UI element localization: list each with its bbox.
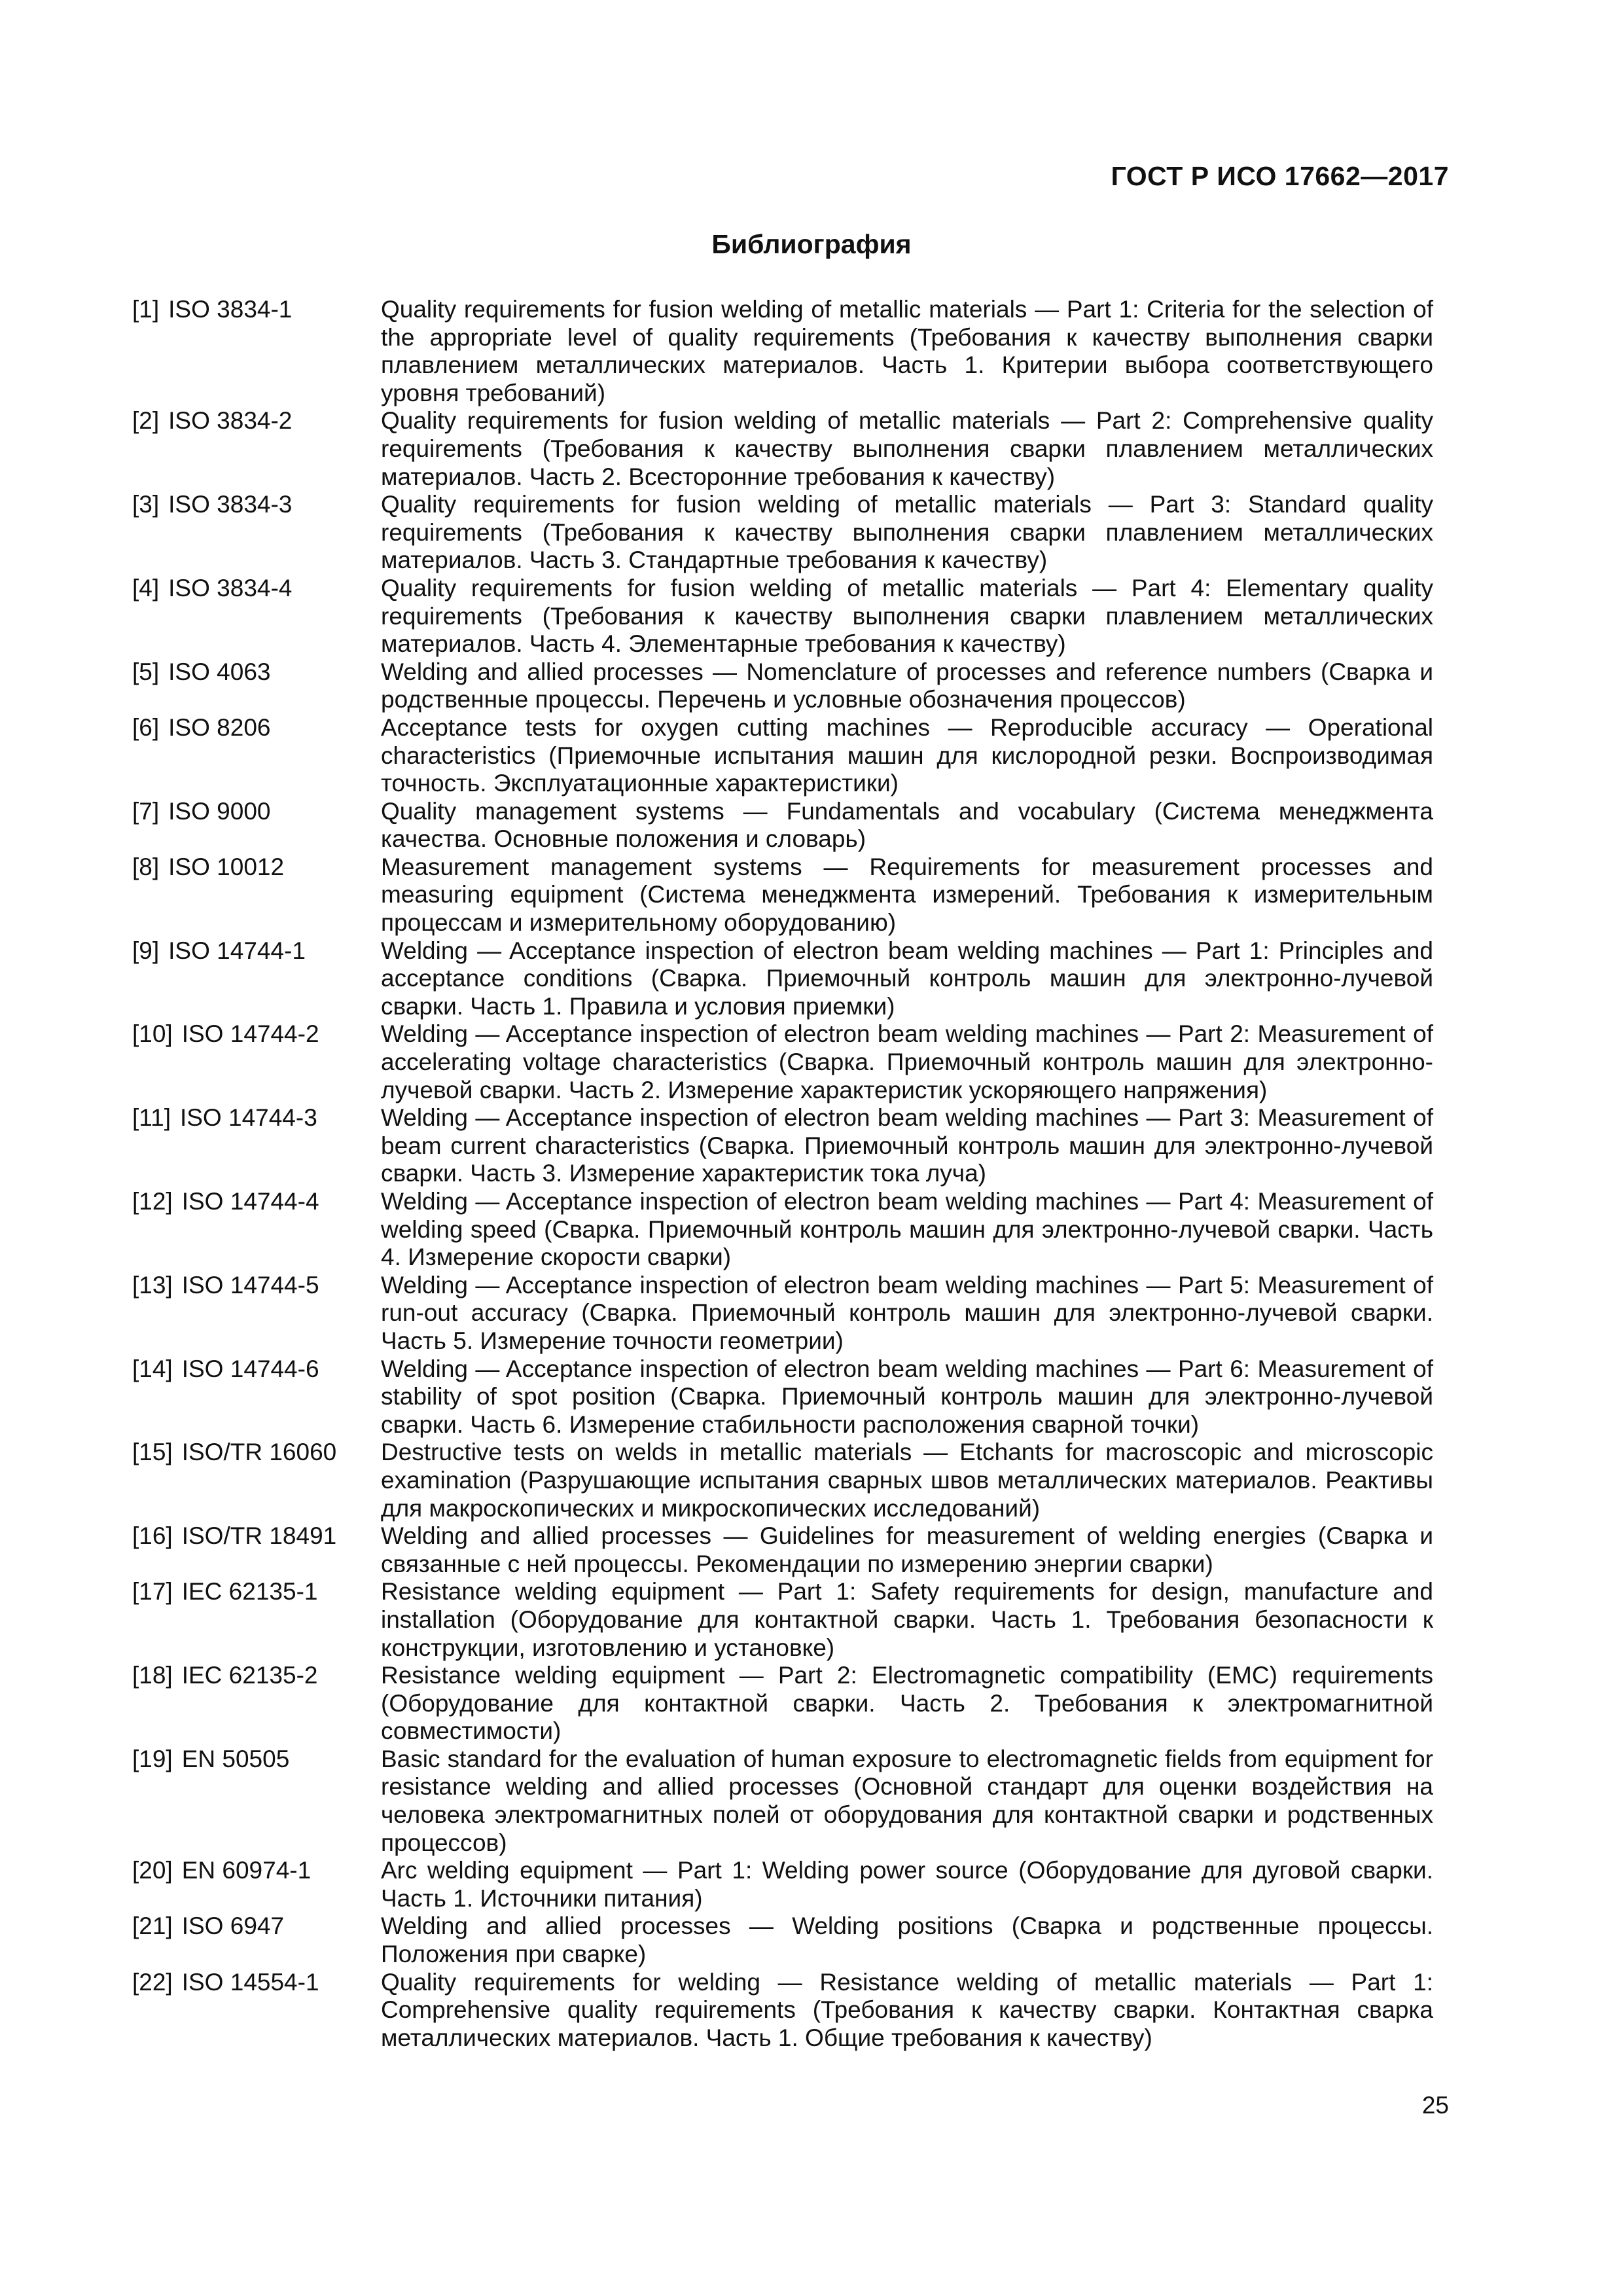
entry-title: Quality requirements for fusion welding of metallic materials — Part 1: Criteria for the selection of the appropriate level of quality requirements (Требования к качеству выполнения сварки плавлением металлических материалов. Часть 1. Критерии выбора соответствующего уровня требований) [381,296,1433,406]
entry-title: Quality management systems — Fundamentals and vocabulary (Система менеджмента качества. Основные положения и словарь) [381,797,1433,853]
entry-title: Welding and allied processes — Guidelines for measurement of welding energies (Сварка и связанные с ней процессы. Рекомендации по измерению энергии сварки) [381,1522,1433,1577]
entry-standard-code: ISO 3834-1 [168,296,293,323]
entry-number: [1] [132,296,160,323]
entry-title: Basic standard for the evaluation of human exposure to electromagnetic fields from equipment for resistance welding and allied processes (Основной стандарт для оценки воздействия на человека электромагнитных полей от оборудования для контактной сварки и родственных процессов) [381,1745,1433,1856]
bibliography-list [132,296,1433,2052]
entry-standard-code: ISO 14744-4 [181,1188,319,1215]
entry-number: [6] [132,713,160,741]
entry-reference [132,1746,381,1774]
entry-number: [8] [132,853,160,880]
entry-number: [14] [132,1355,173,1382]
bibliography-entry [132,1104,1433,1188]
entry-title: Welding and allied processes — Welding positions (Сварка и родственные процессы. Положения при сварке) [381,1912,1433,1968]
entry-standard-code: ISO 14744-5 [181,1271,319,1299]
page-number: 25 [1421,2092,1449,2119]
entry-number: [2] [132,407,160,435]
bibliography-entry [132,1020,1433,1104]
entry-title: Welding — Acceptance inspection of electron beam welding machines — Part 3: Measurement of beam current characteristics (Сварка. Приемочный контроль машин для электронно-лучевой сварки. Часть 3. Измерение характеристик тока луча) [381,1104,1433,1187]
entry-title: Destructive tests on welds in metallic materials — Etchants for macroscopic and microscopic examination (Разрушающие испытания сварных швов металлических материалов. Реактивы для макроскопических и микроскопических исследований) [381,1439,1433,1522]
bibliography-entry [132,1272,1433,1355]
bibliography-entry [132,407,1433,491]
entry-reference [132,1912,381,1941]
bibliography-entry [132,1355,1433,1439]
entry-standard-code: EN 50505 [181,1745,290,1772]
entry-reference [132,1662,381,1690]
entry-number: [9] [132,937,160,964]
entry-reference [132,1355,381,1384]
entry-reference [132,575,381,603]
entry-number: [7] [132,797,160,825]
entry-number: [16] [132,1522,173,1550]
entry-title: Acceptance tests for oxygen cutting machines — Reproducible accuracy — Operational characteristics (Приемочные испытания машин для кислородной резки. Воспроизводимая точность. Эксплуатационные характеристики) [381,713,1433,797]
bibliography-entry [132,853,1433,937]
bibliography-entry [132,1522,1433,1578]
entry-number: [20] [132,1857,173,1884]
entry-reference [132,658,381,687]
entry-reference [132,407,381,435]
entry-title: Arc welding equipment — Part 1: Welding power source (Оборудование для дуговой сварки. Часть 1. Источники питания) [381,1857,1433,1912]
bibliography-entry [132,1662,1433,1746]
entry-title: Welding — Acceptance inspection of electron beam welding machines — Part 1: Principles and acceptance conditions (Сварка. Приемочный контроль машин для электронно-лучевой сварки. Часть 1. Правила и условия приемки) [381,937,1433,1020]
entry-title: Quality requirements for fusion welding of metallic materials — Part 4: Elementary quality requirements (Требования к качеству выполнения сварки плавлением металлических материалов. Часть 4. Элементарные требования к качеству) [381,574,1433,658]
entry-title: Welding — Acceptance inspection of electron beam welding machines — Part 4: Measurement of welding speed (Сварка. Приемочный контроль машин для электронно-лучевой сварки. Часть 4. Измерение скорости сварки) [381,1188,1433,1271]
entry-title: Welding — Acceptance inspection of electron beam welding machines — Part 2: Measurement of accelerating voltage characteristics (Сварка. Приемочный контроль машин для электронно-лучевой сварки. Часть 2. Измерение характеристик ускоряющего напряжения) [381,1020,1433,1103]
entry-number: [21] [132,1912,173,1940]
entry-number: [13] [132,1271,173,1299]
entry-reference [132,296,381,324]
entry-standard-code: ISO 4063 [168,658,271,685]
bibliography-entry [132,1439,1433,1522]
bibliography-entry [132,296,1433,407]
entry-standard-code: ISO 6947 [181,1912,285,1940]
bibliography-entry [132,1912,1433,1968]
entry-standard-code: ISO 3834-4 [168,574,293,601]
entry-title: Quality requirements for welding — Resistance welding of metallic materials — Part 1: Comprehensive quality requirements (Требования к качеству сварки. Контактная сварка металлических материалов. Часть 1. Общие требования к качеству) [381,1968,1433,2051]
entry-title: Measurement management systems — Requirements for measurement processes and measuring equipment (Система менеджмента измерений. Требования к измерительным процессам и измерительному оборудованию) [381,853,1433,937]
bibliography-entry [132,1857,1433,1912]
entry-title: Welding — Acceptance inspection of electron beam welding machines — Part 5: Measurement of run-out accuracy (Сварка. Приемочный контроль машин для электронно-лучевой сварки. Часть 5. Измерение точности геометрии) [381,1271,1433,1354]
entry-number: [3] [132,491,160,518]
entry-reference [132,853,381,882]
entry-reference [132,1104,381,1132]
entry-number: [22] [132,1968,173,1996]
entry-reference [132,1439,381,1467]
entry-reference [132,1188,381,1216]
entry-title: Quality requirements for fusion welding of metallic materials — Part 3: Standard quality requirements (Требования к качеству выполнения сварки плавлением металлических материалов. Часть 3. Стандартные требования к качеству) [381,491,1433,574]
entry-reference [132,937,381,965]
bibliography-entry [132,1578,1433,1662]
entry-title: Welding and allied processes — Nomenclature of processes and reference numbers (Сварка и родственные процессы. Перечень и условные обозначения процессов) [381,658,1433,713]
bibliography-entry [132,714,1433,798]
entry-title: Resistance welding equipment — Part 1: Safety requirements for design, manufacture and installation (Оборудование для контактной сварки. Часть 1. Требования безопасности к конструкции, изготовлению и установке) [381,1578,1433,1661]
entry-standard-code: ISO 8206 [168,713,271,741]
entry-number: [19] [132,1745,173,1772]
bibliography-entry [132,1746,1433,1857]
entry-standard-code: ISO 14744-3 [179,1104,317,1132]
entry-number: [5] [132,658,160,685]
entry-reference [132,1969,381,1997]
bibliography-entry [132,1969,1433,2053]
entry-standard-code: ISO 10012 [168,853,285,880]
entry-title: Quality requirements for fusion welding of metallic materials — Part 2: Comprehensive quality requirements (Требования к качеству выполнения сварки плавлением металлических материалов. Часть 2. Всесторонние требования к качеству) [381,407,1433,490]
entry-number: [10] [132,1020,173,1048]
bibliography-entry [132,491,1433,575]
entry-title: Welding — Acceptance inspection of electron beam welding machines — Part 6: Measurement of stability of spot position (Сварка. Приемочный контроль машин для электронно-лучевой сварки. Часть 6. Измерение стабильности расположения сварной точки) [381,1355,1433,1438]
entry-standard-code: IEC 62135-2 [181,1662,318,1689]
bibliography-entry [132,798,1433,853]
entry-standard-code: ISO 14554-1 [181,1968,319,1996]
entry-number: [15] [132,1439,173,1466]
bibliography-entry [132,937,1433,1021]
entry-reference [132,1020,381,1049]
entry-standard-code: ISO/TR 18491 [181,1522,337,1550]
entry-reference [132,1857,381,1885]
entry-number: [4] [132,574,160,601]
entry-standard-code: ISO 14744-6 [181,1355,319,1382]
entry-standard-code: ISO 14744-2 [181,1020,319,1048]
entry-reference [132,1522,381,1551]
entry-number: [11] [132,1104,171,1132]
entry-standard-code: EN 60974-1 [181,1857,312,1884]
document-code-header: ГОСТ Р ИСО 17662—2017 [1111,161,1449,191]
entry-reference [132,1272,381,1300]
entry-standard-code: ISO/TR 16060 [181,1439,337,1466]
entry-reference [132,714,381,742]
entry-standard-code: ISO 3834-3 [168,491,293,518]
entry-standard-code: IEC 62135-1 [181,1578,318,1605]
bibliography-entry [132,575,1433,658]
bibliography-entry [132,658,1433,714]
entry-title: Resistance welding equipment — Part 2: Electromagnetic compatibility (EMC) requirements (Оборудование для контактной сварки. Часть 2. Требования к электромагнитной совместимости) [381,1662,1433,1745]
entry-reference [132,798,381,826]
entry-number: [17] [132,1578,173,1605]
entry-reference [132,491,381,519]
entry-standard-code: ISO 14744-1 [168,937,306,964]
entry-standard-code: ISO 3834-2 [168,407,293,435]
entry-number: [18] [132,1662,173,1689]
bibliography-entry [132,1188,1433,1272]
entry-number: [12] [132,1188,173,1215]
entry-reference [132,1578,381,1606]
page-title: Библиография [711,229,912,259]
entry-standard-code: ISO 9000 [168,797,271,825]
